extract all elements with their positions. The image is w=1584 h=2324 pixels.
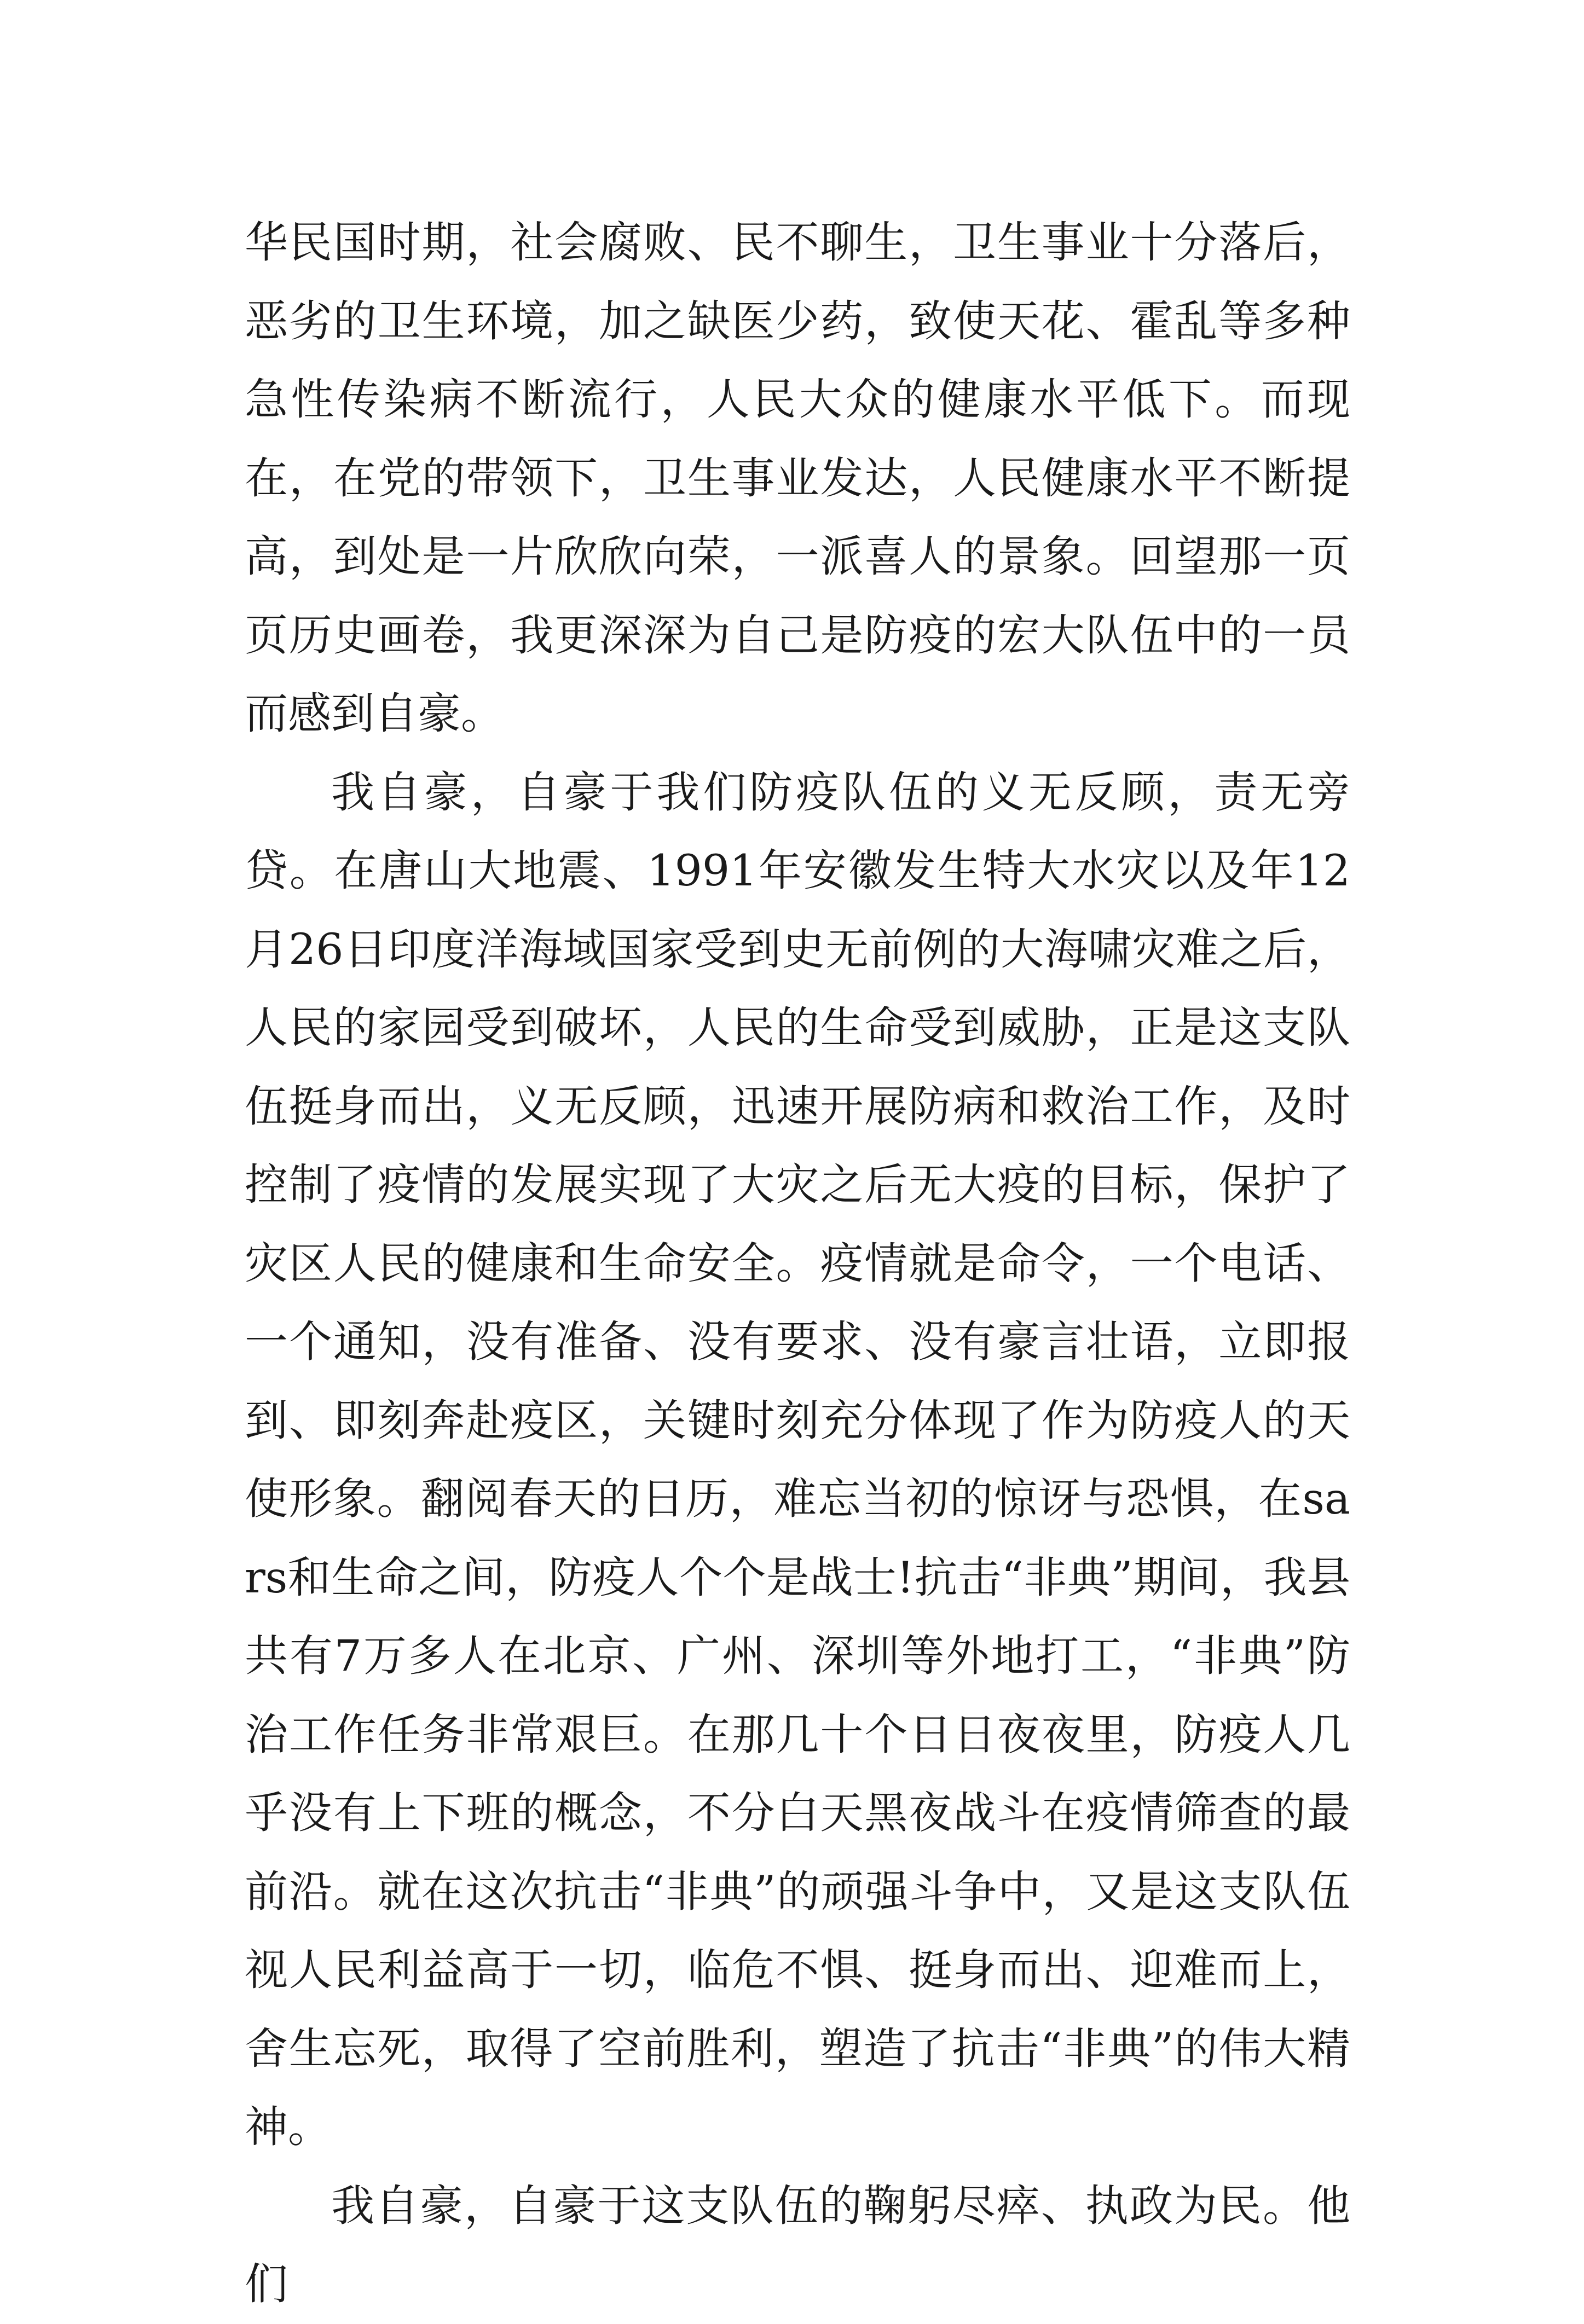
body-text	[245, 204, 1350, 2324]
paragraph-pride-duty: 我自豪，自豪于我们防疫队伍的义无反顾，责无旁贷。在唐山大地震、1991年安徽发生特大水灾以及年12月26日印度洋海域国家受到史无前例的大海啸灾难之后，人民的家园受到破坏，人民的生命受到威胁，正是这支队伍挺身而出，义无反顾，迅速开展防病和救治工作，及时控制了疫情的发展实现了大灾之后无大疫的目标，保护了灾区人民的健康和生命安全。疫情就是命令，一个电话、一个通知，没有准备、没有要求、没有豪言壮语，立即报到、即刻奔赴疫区，关键时刻充分体现了作为防疫人的天使形象。翻阅春天的日历，难忘当初的惊讶与恐惧，在sars和生命之间，防疫人个个是战士!抗击“非典”期间，我县共有7万多人在北京、广州、深圳等外地打工，“非典”防治工作任务非常艰巨。在那几十个日日夜夜里，防疫人几乎没有上下班的概念，不分白天黑夜战斗在疫情筛查的最前沿。就在这次抗击“非典”的顽强斗争中，又是这支队伍视人民利益高于一切，临危不惧、挺身而出、迎难而上，舍生忘死，取得了空前胜利，塑造了抗击“非典”的伟大精神。	[245, 767, 1350, 2152]
paragraph-pride-dedication: 我自豪，自豪于这支队伍的鞠躬尽瘁、执政为民。他们	[245, 2180, 1350, 2309]
paragraph-continuation: 华民国时期，社会腐败、民不聊生，卫生事业十分落后，恶劣的卫生环境，加之缺医少药，致使天花、霍乱等多种急性传染病不断流行，人民大众的健康水平低下。而现在，在党的带领下，卫生事业发达，人民健康水平不断提高，到处是一片欣欣向荣，一派喜人的景象。回望那一页页历史画卷，我更深深为自己是防疫的宏大队伍中的一员而感到自豪。	[245, 217, 1350, 739]
